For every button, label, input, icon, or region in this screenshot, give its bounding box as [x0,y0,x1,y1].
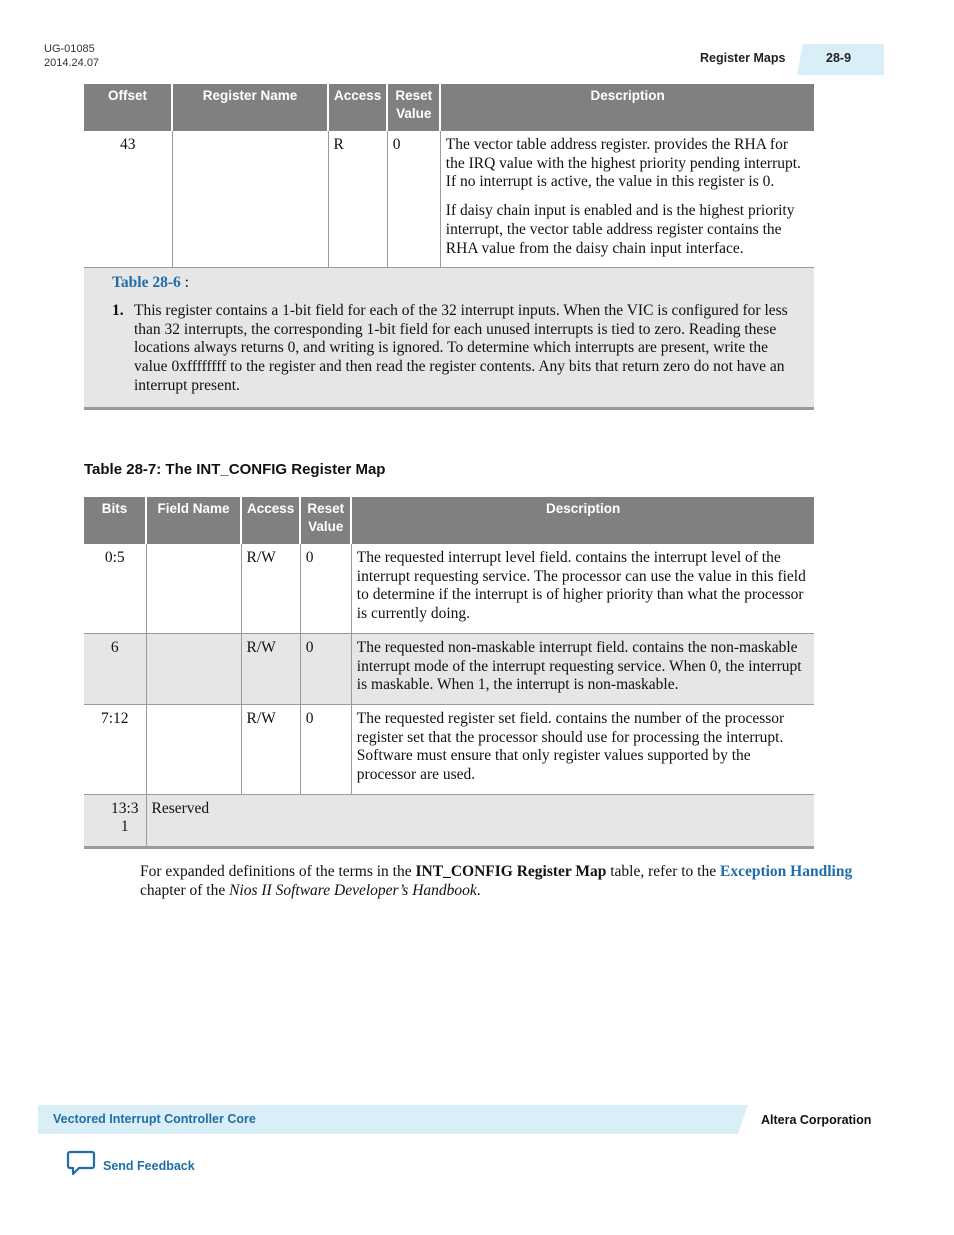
description-paragraph: The vector table address register. provides the RHA for the IRQ value with the highest priority pending interrupt. If no interrupt is active, the value in this register is 0. [445,136,801,191]
document-date: 2014.24.07 [44,57,100,69]
bits-cell: 7:12 [84,704,146,794]
field-name-cell [146,704,241,794]
table-note-separator: : [180,274,189,292]
description-paragraph: If daisy chain input is enabled and is the highest priority interrupt, the vector table address register contains the RHA value from the daisy chain input interface. [445,202,795,257]
column-header: Description [351,497,814,544]
reset-value-cell: 0 [300,633,351,704]
column-header: Register Name [172,84,328,131]
field-name-cell [146,633,241,704]
footer-corporation: Altera Corporation [761,1113,872,1127]
paragraph-bold-term: INT_CONFIG Register Map [415,863,607,880]
table-caption: Table 28-7: The INT_CONFIG Register Map [84,461,386,478]
exception-handling-link[interactable]: Exception Handling [719,863,853,880]
access-cell: R/W [241,633,300,704]
column-header: Access [328,84,387,131]
note-number: 1. [112,301,124,319]
paragraph-text: chapter of the [140,881,230,899]
register-table [84,84,814,410]
document-id-block [44,42,99,70]
page-number: 28-9 [826,51,852,65]
section-title: Register Maps [700,51,786,65]
reference-paragraph [140,863,854,900]
reset-value-cell: 0 [387,131,440,268]
table-header-row [84,497,814,544]
description-cell: The requested register set field. contains the number of the processor register set that the processor should use for processing the interrupt. Software must ensure that only register values supported by the processor are used. [351,704,814,794]
send-feedback-link[interactable] [66,1150,195,1181]
bits-cell: 0:5 [84,544,146,633]
send-feedback-label: Send Feedback [103,1158,195,1173]
footer-title: Vectored Interrupt Controller Core [53,1112,256,1126]
column-header: Field Name [146,497,241,544]
description-cell [440,131,814,268]
description-cell: The requested non-maskable interrupt field. contains the non-maskable interrupt mode of the interrupt requesting service. When 0, the interrupt is maskable. When 1, the interrupt is non-maskable. [351,633,814,704]
column-header: Reset Value [300,497,351,544]
reset-value-cell: 0 [300,544,351,633]
column-header: Description [440,84,814,131]
table-row [84,544,814,633]
handbook-title: Nios II Software Developer’s Handbook [229,881,477,899]
paragraph-text: For expanded definitions of the terms in the [140,863,416,880]
column-header: Bits [84,497,146,544]
column-header: Reset Value [387,84,440,131]
table-note [84,268,814,409]
table-header-row [84,84,814,131]
table-row [84,794,814,847]
access-cell: R/W [241,544,300,633]
paragraph-text: table, refer to the [606,863,720,880]
bits-cell: 13:31 [84,794,146,847]
offset-cell: 43 [84,131,172,268]
column-header: Offset [84,84,172,131]
speech-bubble-icon [66,1150,96,1181]
description-cell: The requested interrupt level field. contains the interrupt level of the interrupt requesting service. The processor can use the value in this field to determine if the interrupt is of higher priority than what the processor is currently doing. [351,544,814,633]
table-row [84,633,814,704]
access-cell: R [328,131,387,268]
table-row [84,704,814,794]
table-note-row [84,268,814,409]
document-id: UG-01085 [44,43,95,55]
note-item [112,302,804,396]
register-name-cell [172,131,328,268]
note-text: This register contains a 1-bit field for each of the 32 interrupt inputs. When the VIC is configured for less than 32 interrupts, the corresponding 1-bit field for each unused interrupts is tied to zero. Reading these locations always returns 0, and writing is ignored. To determine which interrupts are present, write the value 0xffffffff to the register and then read the register contents. Any bits that return zero do not have an interrupt present. [134,301,788,394]
table-row [84,131,814,268]
access-cell: R/W [241,704,300,794]
bits-cell: 6 [84,633,146,704]
column-header: Access [241,497,300,544]
reset-value-cell: 0 [300,704,351,794]
field-name-cell: Reserved [146,794,814,847]
table-note-link[interactable]: Table 28-6 [112,274,181,292]
paragraph-text: . [476,881,481,899]
field-name-cell [146,544,241,633]
int-config-register-table [84,497,814,849]
